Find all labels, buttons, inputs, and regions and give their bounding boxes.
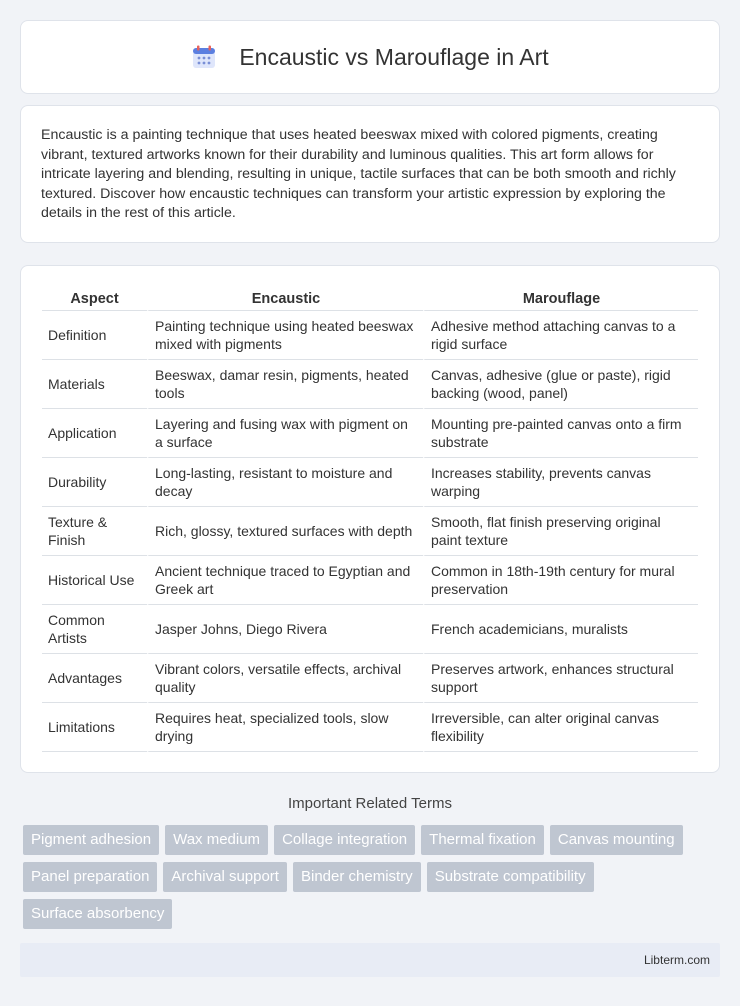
page-title: Encaustic vs Marouflage in Art <box>239 43 549 70</box>
row-encaustic: Jasper Johns, Diego Rivera <box>147 605 423 654</box>
row-aspect: Durability <box>42 458 147 507</box>
row-marouflage: Adhesive method attaching canvas to a rigid surface <box>423 311 698 360</box>
table-row <box>42 556 698 605</box>
row-marouflage: Irreversible, can alter original canvas flexibility <box>423 703 698 752</box>
title-card <box>20 20 720 94</box>
tag-wax-medium[interactable]: Wax medium <box>165 825 268 855</box>
related-terms-tags <box>0 825 740 929</box>
footer-site-link[interactable]: Libterm.com <box>643 953 710 967</box>
row-marouflage: French academicians, muralists <box>423 605 698 654</box>
row-encaustic: Ancient technique traced to Egyptian and Greek art <box>147 556 423 605</box>
table-row <box>42 654 698 703</box>
row-marouflage: Common in 18th-19th century for mural preservation <box>423 556 698 605</box>
table-row <box>42 458 698 507</box>
row-aspect: Limitations <box>42 703 147 752</box>
table-row <box>42 507 698 556</box>
intro-card <box>20 105 720 243</box>
tag-canvas-mounting[interactable]: Canvas mounting <box>550 825 683 855</box>
tag-collage-integration[interactable]: Collage integration <box>274 825 415 855</box>
row-encaustic: Beeswax, damar resin, pigments, heated tools <box>147 360 423 409</box>
row-marouflage: Increases stability, prevents canvas warping <box>423 458 698 507</box>
header-marouflage: Marouflage <box>423 286 698 311</box>
row-marouflage: Mounting pre-painted canvas onto a firm substrate <box>423 409 698 458</box>
comparison-table-card <box>20 265 720 773</box>
footer <box>20 943 720 977</box>
tag-surface-absorbency[interactable]: Surface absorbency <box>23 899 172 929</box>
row-encaustic: Layering and fusing wax with pigment on a surface <box>147 409 423 458</box>
row-aspect: Historical Use <box>42 556 147 605</box>
table-row <box>42 360 698 409</box>
related-terms-section <box>0 795 740 929</box>
tag-thermal-fixation[interactable]: Thermal fixation <box>421 825 544 855</box>
row-marouflage: Canvas, adhesive (glue or paste), rigid backing (wood, panel) <box>423 360 698 409</box>
row-aspect: Materials <box>42 360 147 409</box>
row-encaustic: Rich, glossy, textured surfaces with depth <box>147 507 423 556</box>
row-encaustic: Long-lasting, resistant to moisture and decay <box>147 458 423 507</box>
header-aspect: Aspect <box>42 286 147 311</box>
row-aspect: Definition <box>42 311 147 360</box>
row-encaustic: Vibrant colors, versatile effects, archival quality <box>147 654 423 703</box>
table-row <box>42 311 698 360</box>
row-aspect: Common Artists <box>42 605 147 654</box>
tag-archival-support[interactable]: Archival support <box>163 862 287 892</box>
tag-panel-preparation[interactable]: Panel preparation <box>23 862 157 892</box>
related-terms-title: Important Related Terms <box>288 795 452 812</box>
table-row <box>42 703 698 752</box>
row-marouflage: Smooth, flat finish preserving original paint texture <box>423 507 698 556</box>
row-aspect: Application <box>42 409 147 458</box>
table-header-row <box>42 286 698 311</box>
tag-binder-chemistry[interactable]: Binder chemistry <box>293 862 421 892</box>
row-marouflage: Preserves artwork, enhances structural support <box>423 654 698 703</box>
row-aspect: Texture & Finish <box>42 507 147 556</box>
intro-text: Encaustic is a painting technique that uses heated beeswax mixed with colored pigments, creating vibrant, textured artworks known for their durability and luminous qualities. This art form allows for intricate layering and blending, resulting in unique, tactile surfaces that can be both smooth and richly textured. Discover how encaustic techniques can transform your artistic expression by exploring the details in the rest of this article. <box>41 127 676 221</box>
table-row <box>42 409 698 458</box>
tag-substrate-compatibility[interactable]: Substrate compatibility <box>427 862 594 892</box>
comparison-table <box>42 286 698 752</box>
row-aspect: Advantages <box>42 654 147 703</box>
row-encaustic: Painting technique using heated beeswax mixed with pigments <box>147 311 423 360</box>
calendar-icon <box>191 44 217 70</box>
table-row <box>42 605 698 654</box>
row-encaustic: Requires heat, specialized tools, slow drying <box>147 703 423 752</box>
header-encaustic: Encaustic <box>147 286 423 311</box>
tag-pigment-adhesion[interactable]: Pigment adhesion <box>23 825 159 855</box>
